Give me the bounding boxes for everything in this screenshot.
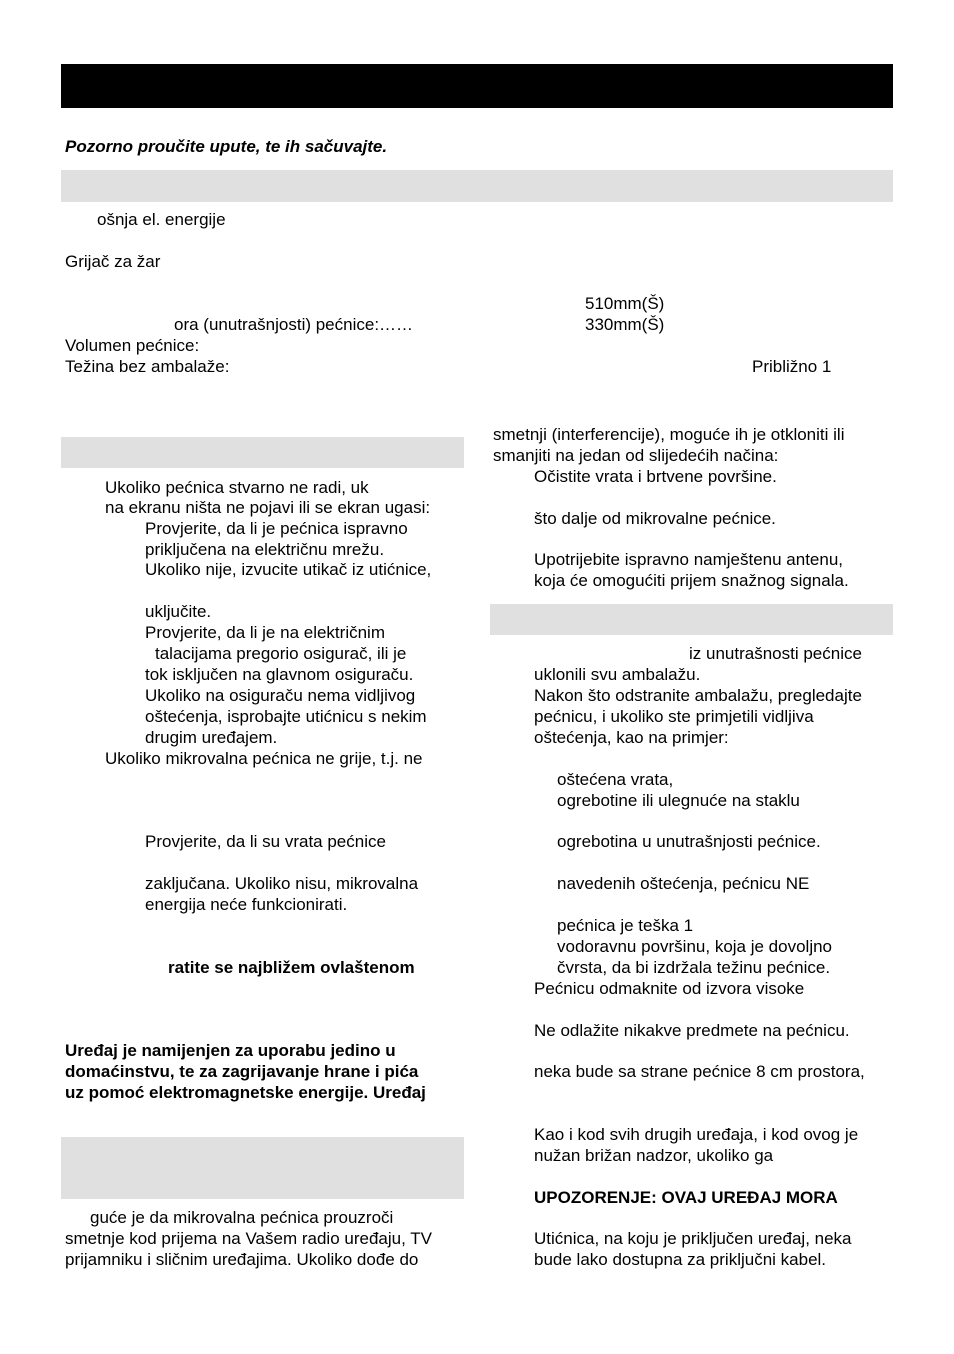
troubleshoot-line: talacijama pregorio osigurač, ili je xyxy=(155,644,407,663)
interference-cont-line: Upotrijebite ispravno namještenu antenu, xyxy=(534,550,844,569)
install-line: oštećena vrata, xyxy=(557,770,674,789)
spec-inner-dims-value: 330mm(Š) xyxy=(585,315,665,334)
spec-weight-value: Približno 1 xyxy=(752,357,832,376)
interference-line: prijamniku i sličnim uređajima. Ukoliko dođe do xyxy=(65,1250,419,1269)
spec-power: ošnja el. energije xyxy=(97,210,226,229)
intro-text: Pozorno proučite upute, te ih sačuvajte. xyxy=(65,137,388,156)
spec-volume-label: Volumen pećnice: xyxy=(65,336,200,355)
troubleshoot-line: priključena na električnu mrežu. xyxy=(145,540,385,559)
install-line: pećnica je teška 1 xyxy=(557,916,694,935)
troubleshoot-line: zaključana. Ukoliko nisu, mikrovalna xyxy=(145,874,419,893)
spec-outer-dims-value: 510mm(Š) xyxy=(585,294,665,313)
spec-grill: Grijač za žar xyxy=(65,252,161,271)
troubleshoot-line: uključite. xyxy=(145,602,212,621)
troubleshoot-line: Provjerite, da li je na električnim xyxy=(145,623,385,642)
install-line: oštećenja, kao na primjer: xyxy=(534,728,729,747)
install-line: pećnicu, i ukoliko ste primjetili vidljiva xyxy=(534,707,814,726)
install-line: čvrsta, da bi izdržala težinu pećnice. xyxy=(557,958,831,977)
section-bar-troubleshooting xyxy=(61,437,464,468)
install-line: Ne odlažite nikakve predmete na pećnicu. xyxy=(534,1021,850,1040)
warning-line: UPOZORENJE: OVAJ UREĐAJ MORA xyxy=(534,1188,838,1207)
troubleshoot-line: na ekranu ništa ne pojavi ili se ekran ugasi: xyxy=(105,498,431,517)
interference-cont-line: koja će omogućiti prijem snažnog signala. xyxy=(534,571,849,590)
troubleshoot-line: Ukoliko na osiguraču nema vidljivog xyxy=(145,686,416,705)
troubleshoot-line: oštećenja, isprobajte utićnicu s nekim xyxy=(145,707,427,726)
troubleshoot-line: tok isključen na glavnom osiguraču. xyxy=(145,665,414,684)
install-line: iz unutrašnosti pećnice xyxy=(689,644,862,663)
install-line: Pećnicu odmaknite od izvora visoke xyxy=(534,979,805,998)
troubleshoot-line: Ukoliko pećnica stvarno ne radi, uk xyxy=(105,478,369,497)
intended-use-line: uz pomoć elektromagnetske energije. Uređaj xyxy=(65,1083,426,1102)
troubleshoot-line: Ukoliko mikrovalna pećnica ne grije, t.j. ne xyxy=(105,749,423,768)
troubleshoot-line: Provjerite, da li je pećnica ispravno xyxy=(145,519,408,538)
title-bar xyxy=(61,64,893,108)
install-line: Nakon što odstranite ambalažu, pregledajte xyxy=(534,686,862,705)
spec-inner-dims-label: ora (unutrašnjosti) pećnice:…… xyxy=(174,315,414,334)
interference-cont-line: smetnji (interferencije), moguće ih je otkloniti ili xyxy=(493,425,845,444)
intended-use-line: domaćinstvu, te za zagrijavanje hrane i pića xyxy=(65,1062,419,1081)
interference-cont-line: Očistite vrata i brtvene površine. xyxy=(534,467,777,486)
spec-weight-label: Težina bez ambalaže: xyxy=(65,357,230,376)
intended-use-line: Uređaj je namijenjen za uporabu jedino u xyxy=(65,1041,396,1060)
install-line: nužan brižan nadzor, ukoliko ga xyxy=(534,1146,774,1165)
install-line: Kao i kod svih drugih uređaja, i kod ovog je xyxy=(534,1125,859,1144)
install-line: ogrebotine ili ulegnuće na staklu xyxy=(557,791,800,810)
install-line: Utićnica, na koju je priključen uređaj, neka xyxy=(534,1229,852,1248)
interference-cont-line: smanjiti na jedan od slijedećih načina: xyxy=(493,446,779,465)
install-line: vodoravnu površinu, koja je dovoljno xyxy=(557,937,833,956)
troubleshoot-service-line: ratite se najbližem ovlaštenom xyxy=(168,958,415,977)
interference-cont-line: što dalje od mikrovalne pećnice. xyxy=(534,509,776,528)
install-line: ogrebotina u unutrašnjosti pećnice. xyxy=(557,832,821,851)
interference-line: guće je da mikrovalna pećnica prouzroči xyxy=(90,1208,394,1227)
section-bar-installation xyxy=(490,604,893,635)
troubleshoot-line: drugim uređajem. xyxy=(145,728,278,747)
install-line: neka bude sa strane pećnice 8 cm prostora, xyxy=(534,1062,865,1081)
section-bar-interference xyxy=(61,1137,464,1199)
troubleshoot-line: Ukoliko nije, izvucite utikač iz utićnice, xyxy=(145,560,432,579)
section-bar-specs xyxy=(61,170,893,202)
troubleshoot-line: Provjerite, da li su vrata pećnice xyxy=(145,832,386,851)
troubleshoot-line: energija neće funkcionirati. xyxy=(145,895,348,914)
interference-line: smetnje kod prijema na Vašem radio uređaju, TV xyxy=(65,1229,432,1248)
install-line: uklonili svu ambalažu. xyxy=(534,665,701,684)
install-line: navedenih oštećenja, pećnicu NE xyxy=(557,874,810,893)
install-line: bude lako dostupna za priključni kabel. xyxy=(534,1250,827,1269)
